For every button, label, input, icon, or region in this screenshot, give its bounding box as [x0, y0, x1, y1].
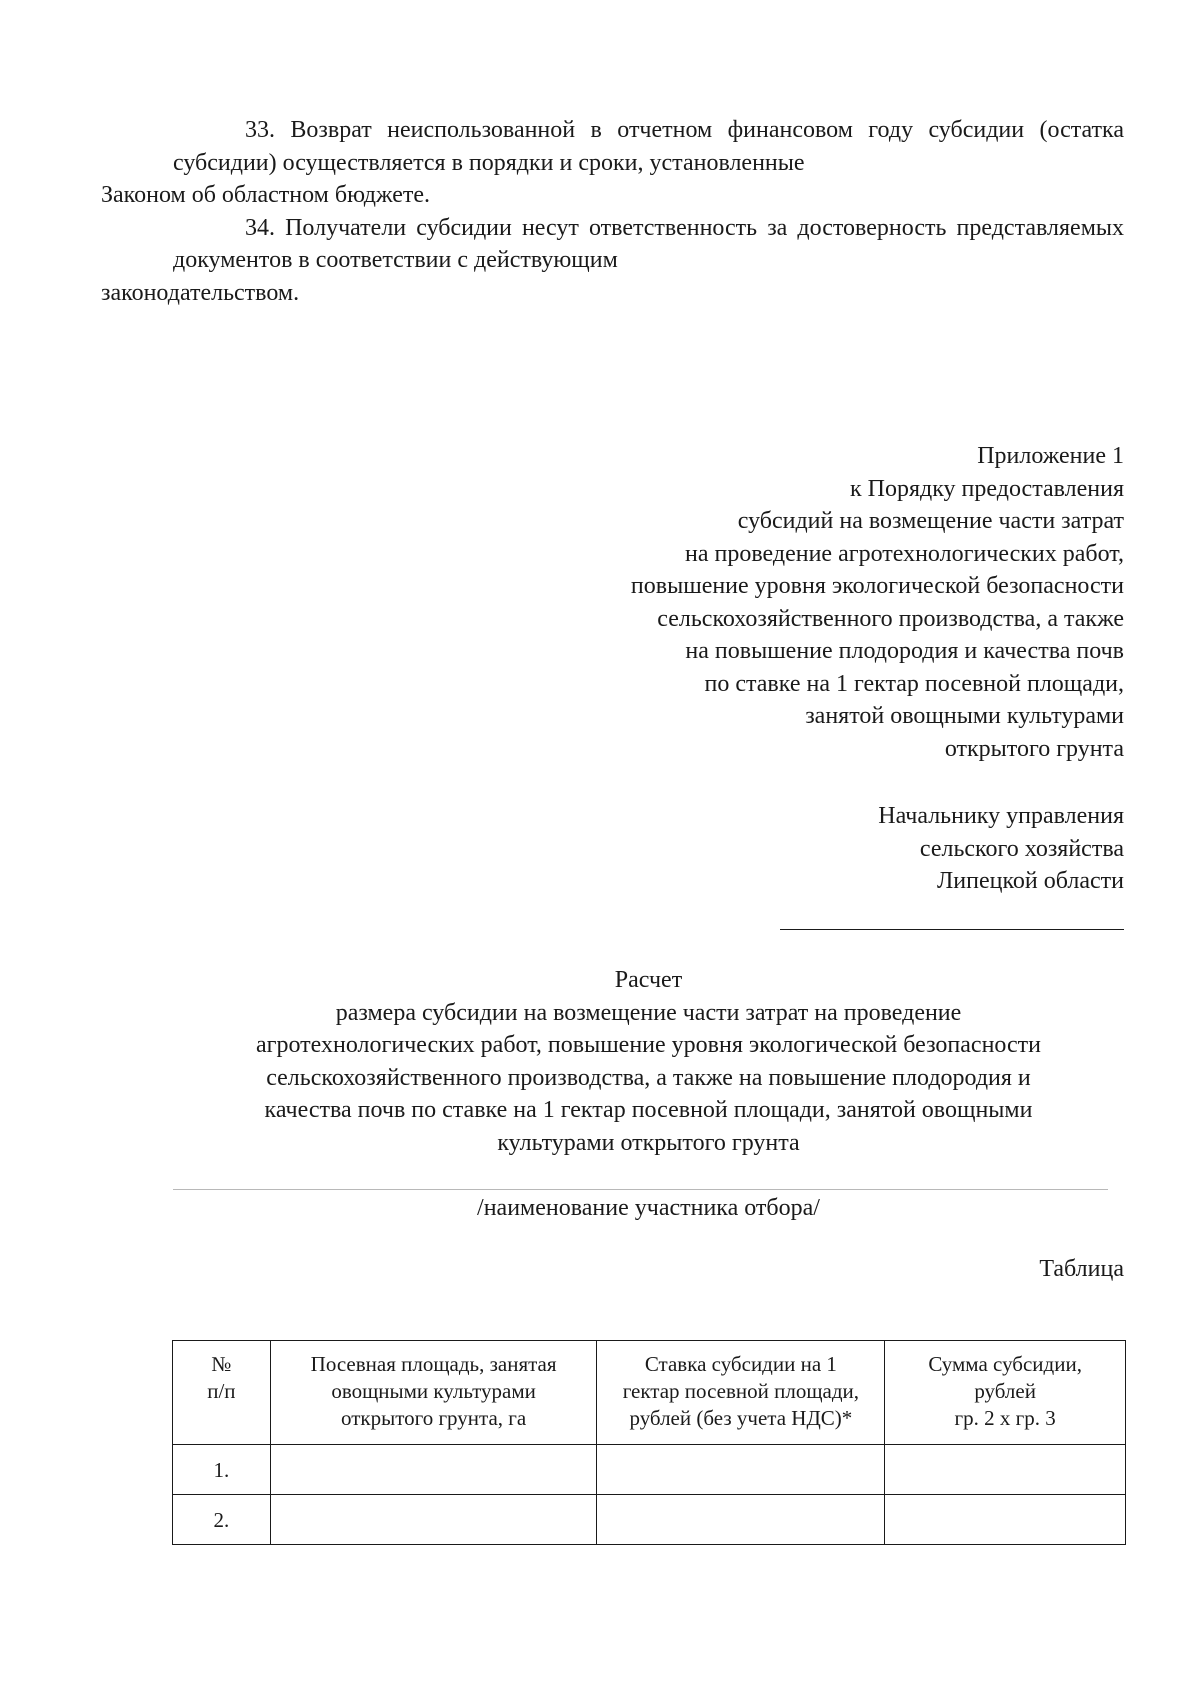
calculation-title-line: агротехнологических работ, повышение уровня экологической безопасности [256, 1032, 1041, 1058]
addressee-line: Липецкой области [937, 868, 1124, 894]
paragraph-33: 33. Возврат неиспользованной в отчетном финансовом году субсидии (остатка субсидии) осуществляется в порядки и сроки, установленные Законом об областном бюджете. [101, 117, 1124, 208]
addressee-line: Начальнику управления [878, 803, 1124, 829]
table-row [173, 1445, 1126, 1495]
appendix-line: субсидий на возмещение части затрат [737, 508, 1124, 534]
table-label: Таблица [1039, 1256, 1124, 1282]
table-cell [885, 1495, 1126, 1545]
table-cell [597, 1445, 885, 1495]
appendix-line: по ставке на 1 гектар посевной площади, [704, 670, 1124, 697]
table-header-row [173, 1341, 1126, 1445]
header-rate: Ставка субсидии на 1 гектар посевной площади, рублей (без учета НДС)* [597, 1341, 885, 1445]
calculation-title-line: Расчет [614, 967, 683, 993]
addressee-block [878, 800, 1124, 898]
appendix-line: на проведение агротехнологических работ, [685, 540, 1124, 567]
participant-name-line [173, 1189, 1108, 1190]
table-cell [597, 1495, 885, 1545]
appendix-line: повышение уровня экологической безопасности [630, 573, 1124, 599]
table-row [173, 1495, 1126, 1545]
appendix-line: на повышение плодородия и качества почв [685, 638, 1124, 664]
header-area: Посевная площадь, занятая овощными культурами открытого грунта, га [270, 1341, 597, 1445]
appendix-line: открытого грунта [944, 735, 1124, 762]
subsidy-calculation-table [172, 1340, 1126, 1545]
calculation-title-line: культурами открытого грунта [497, 1129, 800, 1156]
sender-blank-line [780, 929, 1124, 930]
appendix-line: сельскохозяйственного производства, а также [657, 605, 1124, 632]
calculation-title-line: размера субсидии на возмещение части затрат на проведение [335, 999, 962, 1026]
header-amount: Сумма субсидии, рублей гр. 2 х гр. 3 [885, 1341, 1126, 1445]
header-number: № п/п [173, 1341, 271, 1445]
table-cell [270, 1495, 597, 1545]
table-cell: 2. [173, 1495, 271, 1545]
calculation-title-line: качества почв по ставке на 1 гектар посевной площади, занятой овощными [264, 1097, 1033, 1123]
calculation-title-line: сельскохозяйственного производства, а также на повышение плодородия и [266, 1064, 1031, 1091]
calculation-title [173, 964, 1124, 1159]
paragraph-34: 34. Получатели субсидии несут ответственность за достоверность представляемых документов в соответствии с действующим законодательством. [101, 214, 1125, 306]
table-cell [885, 1445, 1126, 1495]
table-cell [270, 1445, 597, 1495]
participant-name-caption: /наименование участника отбора/ [477, 1195, 820, 1221]
appendix-line: занятой овощными культурами [805, 703, 1124, 729]
appendix-heading [631, 440, 1124, 765]
table-cell: 1. [173, 1445, 271, 1495]
body-text [101, 114, 1125, 309]
addressee-line: сельского хозяйства [919, 835, 1124, 862]
appendix-line: Приложение 1 [977, 443, 1124, 469]
appendix-line: к Порядку предоставления [849, 475, 1124, 502]
